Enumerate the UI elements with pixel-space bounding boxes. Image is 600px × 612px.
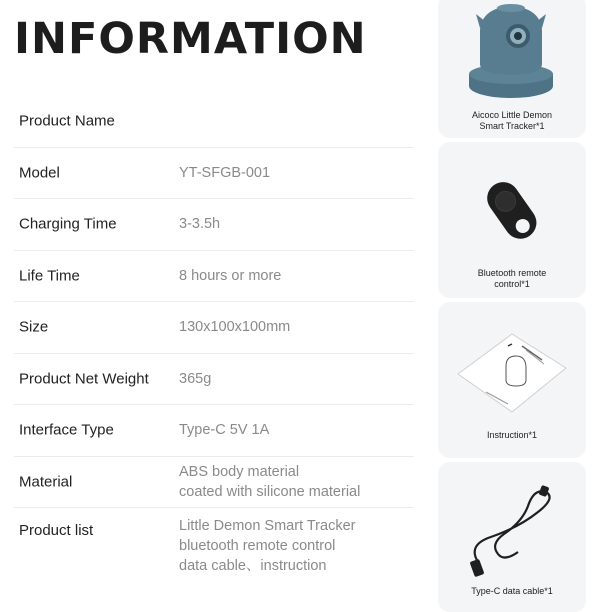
spec-label: Interface Type <box>19 421 114 439</box>
spec-value-line: ABS body material <box>179 463 300 480</box>
spec-value-line: coated with silicone material <box>179 483 361 500</box>
spec-label: Material <box>19 473 73 491</box>
spec-value: 8 hours or more <box>179 267 282 284</box>
spec-label: Size <box>19 318 49 336</box>
spec-label: Product Name <box>19 112 115 130</box>
spec-label: Charging Time <box>19 215 117 233</box>
spec-label: Product Net Weight <box>19 370 149 388</box>
spec-value-line: bluetooth remote control <box>179 538 336 554</box>
spec-value: 3-3.5h <box>179 216 221 233</box>
spec-value: Type-C 5V 1A <box>179 422 270 439</box>
spec-row-charging-time <box>14 199 414 251</box>
spec-row-life-time <box>14 251 414 303</box>
spec-value <box>179 516 355 576</box>
page-title: INFORMATION <box>14 14 367 64</box>
spec-label: Model <box>19 164 60 182</box>
spec-label: Life Time <box>19 267 80 285</box>
spec-row-product-name <box>14 96 414 148</box>
item-caption: Bluetooth remote control*1 <box>477 268 547 289</box>
product-card-tracker <box>438 0 586 138</box>
spec-value: 365g <box>179 370 212 387</box>
spec-row-net-weight <box>14 354 414 406</box>
spec-row-material <box>14 457 414 509</box>
usb-cable-icon <box>438 476 586 586</box>
product-card-remote <box>438 142 586 298</box>
spec-value: 130x100x100mm <box>179 319 291 336</box>
spec-value: YT-SFGB-001 <box>179 164 271 181</box>
spec-row-interface-type <box>14 405 414 457</box>
item-caption: Aicoco Little Demon Smart Tracker*1 <box>471 110 553 131</box>
item-caption: Instruction*1 <box>486 430 538 440</box>
product-card-instruction <box>438 302 586 458</box>
spec-value <box>179 462 360 502</box>
spec-value-line: data cable、instruction <box>179 558 327 574</box>
item-caption: Type-C data cable*1 <box>471 586 553 596</box>
spec-label: Product list <box>19 522 94 539</box>
spec-row-product-list <box>14 508 414 578</box>
spec-row-size <box>14 302 414 354</box>
bluetooth-remote-icon <box>438 156 586 266</box>
product-card-cable <box>438 462 586 612</box>
spec-row-model <box>14 148 414 200</box>
instruction-manual-icon <box>438 316 586 426</box>
tracker-robot-icon <box>438 0 586 110</box>
spec-table <box>14 96 414 578</box>
spec-value-line: Little Demon Smart Tracker <box>179 518 356 534</box>
